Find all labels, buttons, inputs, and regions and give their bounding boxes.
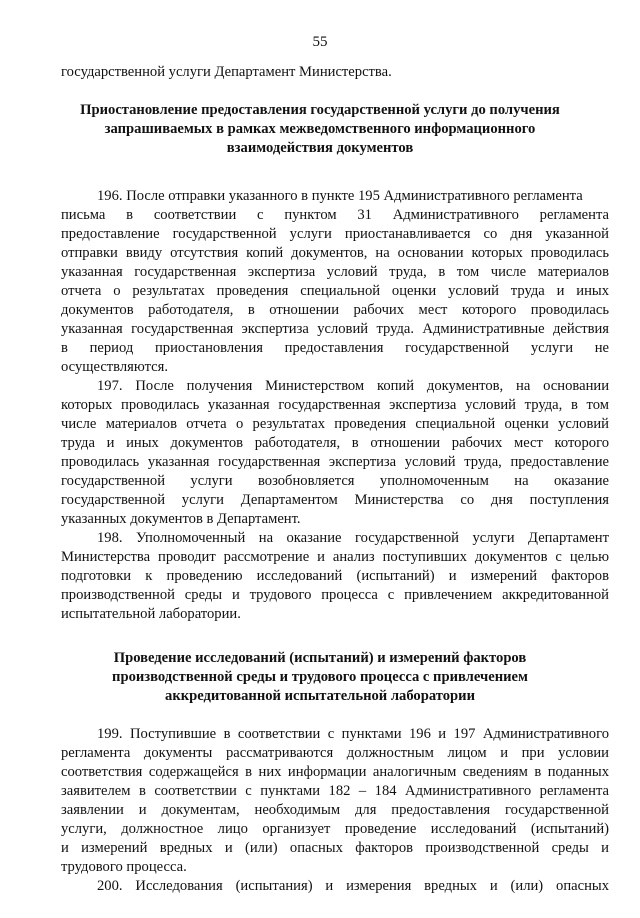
text-line: 199. Поступившие в соответствии с пунктами 196 и 197 Административного	[97, 726, 609, 742]
text-line: и измерений вредных и (или) опасных факторов производственной среды и	[61, 840, 609, 856]
text-line: указанная государственная экспертиза условий труда, в том числе материалов	[61, 264, 609, 280]
text-line: соответствия содержащейся в них информации аналогичным сведениям в поданных	[61, 764, 609, 780]
text-line: Министерства проводит рассмотрение и анализ поступивших документов с целью	[61, 549, 609, 565]
text-line: в период приостановления предоставления государственной услуги не	[61, 340, 609, 356]
text-line: проводилась указанная государственная экспертиза условий труда, предоставление	[61, 454, 609, 470]
text-line: трудового процесса.	[61, 859, 187, 875]
text-line: производственной среды и трудового процесса с привлечением аккредитованной	[61, 587, 609, 603]
text-line: 200. Исследования (испытания) и измерения вредных и (или) опасных	[97, 878, 609, 894]
text-line: испытательной лаборатории.	[61, 606, 241, 622]
section-heading-line: Приостановление предоставления государственной услуги до получения	[80, 102, 560, 118]
text-line: регламента документы рассматриваются должностным лицом и при условии	[61, 745, 609, 761]
text-line: 197. После получения Министерством копий документов, на основании	[97, 378, 609, 394]
text-line: заявлении и документам, необходимым для предоставления государственной	[61, 802, 609, 818]
text-line: отчета о результатах проведения специальной оценки условий труда и иных	[61, 283, 609, 299]
text-line: документов работодателя, в отношении рабочих мест которого проводилась	[61, 302, 609, 318]
page-number: 55	[312, 34, 328, 50]
text-line: отправки ввиду отсутствия копий документов, на основании которых проводилась	[61, 245, 609, 261]
text-line: государственной услуги Департамент Министерства.	[61, 64, 392, 80]
text-line: письма в соответствии с пунктом 31 Административного регламента	[61, 207, 609, 223]
text-line: труда и иных документов работодателя, в отношении рабочих мест которого	[61, 435, 609, 451]
section-heading-line: взаимодействия документов	[226, 140, 414, 156]
text-line: государственной услуги Департаментом Министерства со дня поступления	[61, 492, 609, 508]
text-line: заявителем в соответствии с пунктами 182 – 184 Административного регламента	[61, 783, 609, 799]
text-line: услуги, должностное лицо организует проведение исследований (испытаний)	[61, 821, 609, 837]
text-line: подготовки к проведению исследований (испытаний) и измерений факторов	[61, 568, 609, 584]
section-heading-line: производственной среды и трудового процесса с привлечением	[112, 669, 528, 685]
text-line: указанных документов в Департамент.	[61, 511, 301, 527]
text-line: 198. Уполномоченный на оказание государственной услуги Департамент	[97, 530, 609, 546]
section-heading-line: аккредитованной испытательной лаборатории	[165, 688, 475, 704]
text-line: числе материалов отчета о результатах проведения специальной оценки условий	[61, 416, 609, 432]
section-heading-line: Проведение исследований (испытаний) и измерений факторов	[113, 650, 527, 666]
text-line: 196. После отправки указанного в пункте 195 Административного регламента	[97, 188, 583, 204]
text-line: предоставление государственной услуги приостанавливается со дня указанной	[61, 226, 609, 242]
section-heading-line: запрашиваемых в рамках межведомственного информационного	[104, 121, 536, 137]
text-line: осуществляются.	[61, 359, 168, 375]
text-line: государственной услуги возобновляется уполномоченным на оказание	[61, 473, 609, 489]
text-line: указанная государственная экспертиза условий труда. Административные действия	[61, 321, 609, 337]
text-line: которых проводилась указанная государственная экспертиза условий труда, в том	[61, 397, 609, 413]
